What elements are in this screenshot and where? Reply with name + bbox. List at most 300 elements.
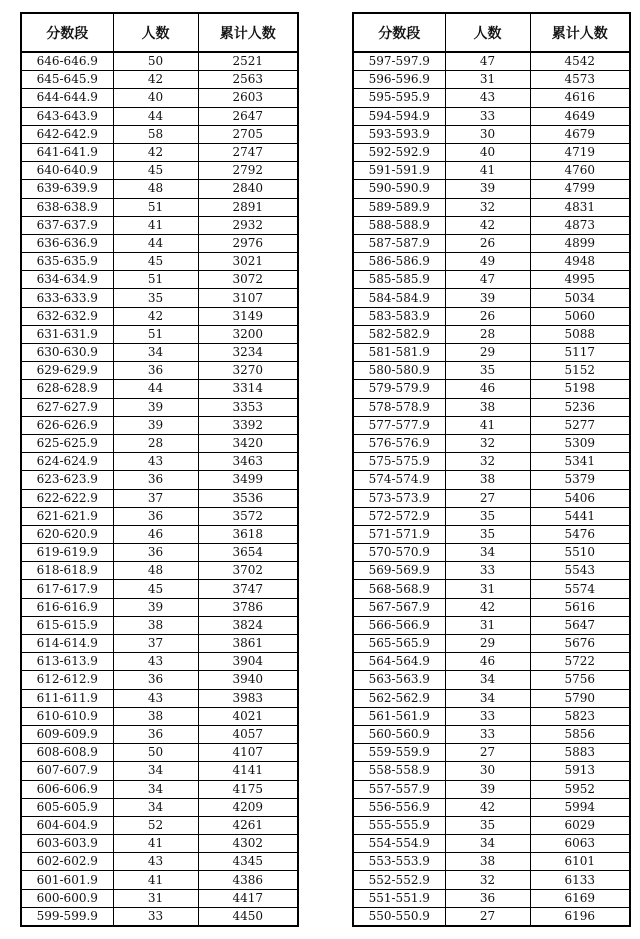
score-range-cell: 634-634.9 [21,271,113,289]
table-row [21,616,298,634]
count-cell: 49 [445,253,530,271]
table-row [353,143,630,161]
cumulative-cell: 5647 [530,616,630,634]
cumulative-cell: 3702 [198,562,298,580]
cumulative-cell: 3463 [198,453,298,471]
cumulative-cell: 3072 [198,271,298,289]
table-row [21,380,298,398]
count-cell: 46 [113,525,198,543]
cumulative-cell: 4417 [198,889,298,907]
count-cell: 28 [445,325,530,343]
cumulative-cell: 3904 [198,653,298,671]
table-row [21,507,298,525]
count-cell: 37 [113,635,198,653]
score-range-cell: 596-596.9 [353,71,445,89]
count-cell: 51 [113,271,198,289]
score-range-cell: 595-595.9 [353,89,445,107]
table-row [353,234,630,252]
header-score-range: 分数段 [21,13,113,52]
cumulative-cell: 2747 [198,143,298,161]
count-cell: 38 [445,853,530,871]
score-range-cell: 644-644.9 [21,89,113,107]
count-cell: 28 [113,434,198,452]
cumulative-cell: 6029 [530,816,630,834]
table-row [353,635,630,653]
score-range-cell: 578-578.9 [353,398,445,416]
count-cell: 35 [445,525,530,543]
table-row [21,52,298,71]
cumulative-cell: 5676 [530,635,630,653]
table-row [353,434,630,452]
count-cell: 50 [113,744,198,762]
table-row [353,52,630,71]
table-row [21,398,298,416]
score-range-cell: 568-568.9 [353,580,445,598]
cumulative-cell: 3786 [198,598,298,616]
score-range-cell: 582-582.9 [353,325,445,343]
table-row [353,253,630,271]
table-row [21,471,298,489]
cumulative-cell: 4948 [530,253,630,271]
score-range-cell: 577-577.9 [353,416,445,434]
count-cell: 32 [445,871,530,889]
table-row [21,234,298,252]
score-range-cell: 613-613.9 [21,653,113,671]
cumulative-cell: 2603 [198,89,298,107]
count-cell: 48 [113,562,198,580]
cumulative-cell: 3536 [198,489,298,507]
table-row [353,453,630,471]
cumulative-cell: 5756 [530,671,630,689]
cumulative-cell: 4302 [198,835,298,853]
table-row [21,798,298,816]
count-cell: 50 [113,52,198,71]
cumulative-cell: 2647 [198,107,298,125]
cumulative-cell: 3940 [198,671,298,689]
score-range-cell: 600-600.9 [21,889,113,907]
score-range-cell: 615-615.9 [21,616,113,634]
table-row [353,798,630,816]
score-range-cell: 593-593.9 [353,125,445,143]
table-row [21,580,298,598]
score-range-cell: 574-574.9 [353,471,445,489]
table-row [21,162,298,180]
count-cell: 46 [445,653,530,671]
cumulative-cell: 3654 [198,544,298,562]
table-row [353,562,630,580]
count-cell: 43 [113,653,198,671]
cumulative-cell: 5722 [530,653,630,671]
score-range-cell: 580-580.9 [353,362,445,380]
table-row [21,816,298,834]
table-row [21,871,298,889]
count-cell: 32 [445,198,530,216]
score-range-cell: 627-627.9 [21,398,113,416]
score-range-cell: 632-632.9 [21,307,113,325]
table-row [21,762,298,780]
cumulative-cell: 4995 [530,271,630,289]
score-range-cell: 646-646.9 [21,52,113,71]
count-cell: 52 [113,816,198,834]
score-range-cell: 608-608.9 [21,744,113,762]
count-cell: 44 [113,107,198,125]
cumulative-cell: 4760 [530,162,630,180]
cumulative-cell: 4831 [530,198,630,216]
score-range-cell: 639-639.9 [21,180,113,198]
table-row [353,125,630,143]
cumulative-cell: 5790 [530,689,630,707]
count-cell: 41 [445,162,530,180]
table-row [353,707,630,725]
score-range-cell: 566-566.9 [353,616,445,634]
count-cell: 42 [445,598,530,616]
count-cell: 36 [445,889,530,907]
cumulative-cell: 2563 [198,71,298,89]
cumulative-cell: 5543 [530,562,630,580]
count-cell: 42 [113,71,198,89]
table-row [353,416,630,434]
count-cell: 35 [445,362,530,380]
score-range-cell: 621-621.9 [21,507,113,525]
table-row [21,434,298,452]
score-table-left [20,12,299,927]
count-cell: 35 [445,507,530,525]
count-cell: 27 [445,744,530,762]
table-row [353,398,630,416]
score-range-cell: 636-636.9 [21,234,113,252]
count-cell: 39 [445,780,530,798]
table-row [353,289,630,307]
cumulative-cell: 5236 [530,398,630,416]
count-cell: 34 [445,689,530,707]
count-cell: 37 [113,489,198,507]
count-cell: 39 [445,289,530,307]
table-row [353,525,630,543]
table-row [21,889,298,907]
count-cell: 27 [445,907,530,926]
table-row [353,671,630,689]
count-cell: 26 [445,307,530,325]
score-range-cell: 576-576.9 [353,434,445,452]
count-cell: 29 [445,344,530,362]
score-range-cell: 560-560.9 [353,725,445,743]
score-range-cell: 575-575.9 [353,453,445,471]
count-cell: 36 [113,507,198,525]
table-row [21,71,298,89]
cumulative-cell: 3824 [198,616,298,634]
score-range-cell: 599-599.9 [21,907,113,926]
count-cell: 58 [113,125,198,143]
score-range-cell: 551-551.9 [353,889,445,907]
count-cell: 31 [445,580,530,598]
score-range-cell: 612-612.9 [21,671,113,689]
count-cell: 47 [445,271,530,289]
cumulative-cell: 5060 [530,307,630,325]
score-range-cell: 554-554.9 [353,835,445,853]
score-range-cell: 572-572.9 [353,507,445,525]
table-row [21,89,298,107]
count-cell: 38 [113,707,198,725]
table-row [21,544,298,562]
score-range-cell: 594-594.9 [353,107,445,125]
cumulative-cell: 3499 [198,471,298,489]
header-score-range: 分数段 [353,13,445,52]
table-row [21,125,298,143]
score-range-cell: 601-601.9 [21,871,113,889]
count-cell: 31 [113,889,198,907]
cumulative-cell: 4573 [530,71,630,89]
score-range-cell: 609-609.9 [21,725,113,743]
table-row [21,635,298,653]
count-cell: 41 [113,871,198,889]
count-cell: 38 [113,616,198,634]
count-cell: 29 [445,635,530,653]
cumulative-cell: 2932 [198,216,298,234]
score-range-cell: 562-562.9 [353,689,445,707]
score-range-cell: 553-553.9 [353,853,445,871]
score-range-cell: 611-611.9 [21,689,113,707]
score-range-cell: 629-629.9 [21,362,113,380]
count-cell: 31 [445,616,530,634]
score-range-cell: 563-563.9 [353,671,445,689]
cumulative-cell: 2840 [198,180,298,198]
score-range-cell: 614-614.9 [21,635,113,653]
count-cell: 35 [113,289,198,307]
count-cell: 38 [445,398,530,416]
count-cell: 40 [445,143,530,161]
table-row [21,216,298,234]
score-range-cell: 583-583.9 [353,307,445,325]
cumulative-cell: 4450 [198,907,298,926]
score-range-cell: 619-619.9 [21,544,113,562]
score-range-cell: 620-620.9 [21,525,113,543]
cumulative-cell: 4386 [198,871,298,889]
cumulative-cell: 2705 [198,125,298,143]
score-table-right [352,12,631,927]
count-cell: 33 [445,707,530,725]
cumulative-cell: 3107 [198,289,298,307]
score-range-cell: 645-645.9 [21,71,113,89]
cumulative-cell: 4057 [198,725,298,743]
score-range-cell: 587-587.9 [353,234,445,252]
cumulative-cell: 5117 [530,344,630,362]
score-range-cell: 556-556.9 [353,798,445,816]
table-row [21,907,298,926]
score-range-cell: 590-590.9 [353,180,445,198]
table-row [21,289,298,307]
table-row [21,707,298,725]
score-range-cell: 558-558.9 [353,762,445,780]
cumulative-cell: 4616 [530,89,630,107]
score-range-cell: 586-586.9 [353,253,445,271]
cumulative-cell: 2891 [198,198,298,216]
count-cell: 40 [113,89,198,107]
table-row [21,689,298,707]
table-row [353,871,630,889]
score-range-cell: 571-571.9 [353,525,445,543]
table-row [21,525,298,543]
score-range-cell: 581-581.9 [353,344,445,362]
count-cell: 33 [445,725,530,743]
score-range-cell: 559-559.9 [353,744,445,762]
cumulative-cell: 5034 [530,289,630,307]
cumulative-cell: 4261 [198,816,298,834]
table-row [21,453,298,471]
count-cell: 36 [113,671,198,689]
count-cell: 38 [445,471,530,489]
table-row [353,853,630,871]
table-row [21,653,298,671]
cumulative-cell: 4719 [530,143,630,161]
count-cell: 46 [445,380,530,398]
count-cell: 35 [445,816,530,834]
cumulative-cell: 5152 [530,362,630,380]
count-cell: 44 [113,234,198,252]
cumulative-cell: 5856 [530,725,630,743]
cumulative-cell: 5510 [530,544,630,562]
count-cell: 42 [113,307,198,325]
table-row [21,180,298,198]
count-cell: 45 [113,580,198,598]
count-cell: 45 [113,162,198,180]
count-cell: 47 [445,52,530,71]
table-row [21,325,298,343]
cumulative-cell: 3270 [198,362,298,380]
score-range-cell: 641-641.9 [21,143,113,161]
cumulative-cell: 4345 [198,853,298,871]
cumulative-cell: 3747 [198,580,298,598]
cumulative-cell: 6063 [530,835,630,853]
table-row [353,471,630,489]
table-row [353,344,630,362]
table-row [353,307,630,325]
table-row [353,762,630,780]
cumulative-cell: 2792 [198,162,298,180]
score-range-cell: 570-570.9 [353,544,445,562]
table-row [21,344,298,362]
count-cell: 27 [445,489,530,507]
cumulative-cell: 4679 [530,125,630,143]
table-row [353,744,630,762]
count-cell: 45 [113,253,198,271]
score-range-cell: 564-564.9 [353,653,445,671]
score-range-cell: 561-561.9 [353,707,445,725]
score-range-cell: 618-618.9 [21,562,113,580]
table-row [353,780,630,798]
table-row [21,362,298,380]
cumulative-cell: 3234 [198,344,298,362]
table-row [21,489,298,507]
table-header-row [353,13,630,52]
cumulative-cell: 3200 [198,325,298,343]
cumulative-cell: 5309 [530,434,630,452]
table-row [353,598,630,616]
table-row [353,271,630,289]
cumulative-cell: 5198 [530,380,630,398]
table-row [21,744,298,762]
count-cell: 34 [113,798,198,816]
score-range-cell: 592-592.9 [353,143,445,161]
count-cell: 31 [445,71,530,89]
cumulative-cell: 4141 [198,762,298,780]
cumulative-cell: 6133 [530,871,630,889]
count-cell: 33 [445,107,530,125]
count-cell: 33 [445,562,530,580]
table-row [353,325,630,343]
cumulative-cell: 5952 [530,780,630,798]
score-range-cell: 604-604.9 [21,816,113,834]
score-range-cell: 567-567.9 [353,598,445,616]
count-cell: 32 [445,434,530,452]
cumulative-cell: 6169 [530,889,630,907]
table-row [21,416,298,434]
cumulative-cell: 3572 [198,507,298,525]
header-count: 人数 [445,13,530,52]
score-table-left-body [21,52,298,926]
count-cell: 44 [113,380,198,398]
cumulative-cell: 4107 [198,744,298,762]
count-cell: 34 [445,835,530,853]
count-cell: 36 [113,544,198,562]
table-row [353,71,630,89]
table-row [21,198,298,216]
table-row [353,507,630,525]
count-cell: 43 [445,89,530,107]
cumulative-cell: 6196 [530,907,630,926]
score-table-right-body [353,52,630,926]
cumulative-cell: 5574 [530,580,630,598]
table-row [353,580,630,598]
table-row [353,544,630,562]
score-range-cell: 622-622.9 [21,489,113,507]
count-cell: 39 [113,598,198,616]
cumulative-cell: 3353 [198,398,298,416]
cumulative-cell: 5379 [530,471,630,489]
cumulative-cell: 2976 [198,234,298,252]
count-cell: 43 [113,689,198,707]
table-row [21,725,298,743]
table-row [353,380,630,398]
count-cell: 41 [113,216,198,234]
score-range-cell: 589-589.9 [353,198,445,216]
cumulative-cell: 4175 [198,780,298,798]
score-range-cell: 633-633.9 [21,289,113,307]
header-cumulative: 累计人数 [198,13,298,52]
count-cell: 36 [113,725,198,743]
score-range-cell: 552-552.9 [353,871,445,889]
table-row [21,253,298,271]
cumulative-cell: 5088 [530,325,630,343]
count-cell: 36 [113,362,198,380]
cumulative-cell: 3314 [198,380,298,398]
table-row [353,907,630,926]
score-range-cell: 605-605.9 [21,798,113,816]
table-row [353,180,630,198]
cumulative-cell: 5883 [530,744,630,762]
header-count: 人数 [113,13,198,52]
cumulative-cell: 3392 [198,416,298,434]
score-range-cell: 606-606.9 [21,780,113,798]
score-range-cell: 569-569.9 [353,562,445,580]
cumulative-cell: 4649 [530,107,630,125]
score-range-cell: 624-624.9 [21,453,113,471]
count-cell: 48 [113,180,198,198]
cumulative-cell: 5341 [530,453,630,471]
count-cell: 34 [445,544,530,562]
count-cell: 43 [113,453,198,471]
header-cumulative: 累计人数 [530,13,630,52]
score-range-cell: 610-610.9 [21,707,113,725]
